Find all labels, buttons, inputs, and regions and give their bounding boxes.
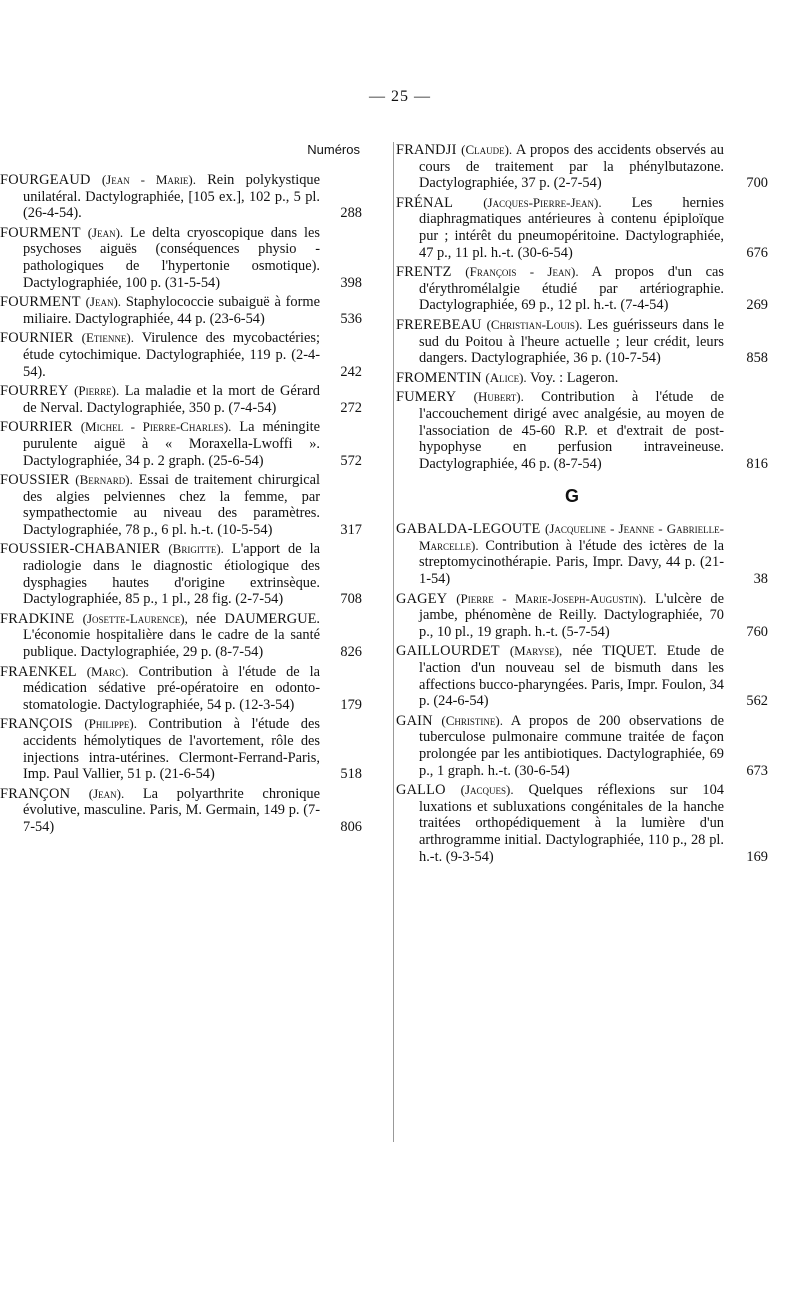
entry-text: A propos des accidents observés au cours de traitement par la phénylbutazone. Dactylographiée, 37 p. (2-7-54) (419, 142, 724, 192)
entry-given-names: (Christine). (441, 712, 503, 728)
bibliography-entry (396, 195, 768, 261)
entry-text: L'ulcère de jambe, phénomène de Reilly. Dactylographiée, 70 p., 10 pl., 19 graph. h.-t. (5-7-54) (419, 590, 724, 640)
entry-given-names: (Jean). (85, 294, 122, 310)
entry-number: 536 (340, 310, 362, 327)
bibliography-entry (0, 294, 372, 327)
entry-author: FRÉNAL (396, 194, 454, 211)
entry-number: 673 (746, 762, 768, 779)
entry-author: FRADKINE (0, 610, 75, 627)
entry-given-names: (Maryse), (509, 643, 563, 659)
entry-given-names: (Philippe). (84, 716, 137, 732)
entry-author: FROMENTIN (396, 369, 482, 386)
bibliography-entry (0, 664, 372, 714)
entry-text: Contribution à l'étude des accidents hémolytiques de l'avortement, rôle des injections intra-utérines. Clermont-Ferrand-Paris, Imp. Paul Vallier, 51 p. (21-6-54) (23, 716, 320, 783)
left-column (0, 172, 372, 839)
entry-text: Les guérisseurs dans le sud du Poitou à l'heure actuelle ; leur crédit, leurs dangers. Dactylographiée, 36 p. (10-7-54) (419, 316, 724, 367)
entry-number: 242 (340, 363, 362, 380)
right-column-g-entries (396, 521, 768, 865)
entry-given-names: (Alice). (485, 369, 527, 385)
entry-text: A propos de 200 observations de tuberculose pulmonaire commune traitée de façon prolongée par les antibiotiques. Dactylographiée, 69 p., 1 graph. h.-t. (30-6-54) (419, 712, 724, 779)
entry-given-names: (Etienne). (81, 330, 134, 346)
entry-text: Virulence des mycobactéries; étude cytochimique. Dactylographiée, 119 p. (2-4-54). (23, 330, 320, 380)
entry-author: FOUSSIER (0, 472, 70, 489)
entry-given-names: (Jacqueline - Jeanne - Gabrielle-Marcelle). (419, 521, 724, 553)
entry-author: GABALDA-LEGOUTE (396, 521, 541, 538)
entry-given-names: (François - Jean). (465, 264, 579, 280)
entry-text: Contribution à l'étude de l'accouchement dirigé avec analgésie, au moyen de l'association de 45-60 R.P. et d'extrait de post-hypophyse en perfusion intraveineuse. Dactylographiée, 46 p. (8-7-54) (419, 389, 724, 472)
entry-given-names: (Bernard). (75, 472, 133, 488)
entry-number: 806 (340, 818, 362, 835)
bibliography-entry (396, 370, 768, 387)
right-column (396, 142, 768, 868)
entry-number: 288 (340, 205, 362, 222)
entry-text: Rein polykystique unilatéral. Dactylographiée, [105 ex.], 102 p., 5 pl. (26-4-54). (23, 172, 320, 222)
entry-author: FRANÇON (0, 785, 71, 802)
entry-number: 169 (746, 848, 768, 865)
entry-author: GALLO (396, 782, 446, 799)
entry-number: 700 (746, 175, 768, 192)
entry-given-names: (Jean - Marie). (101, 172, 196, 187)
entry-number: 816 (746, 455, 768, 472)
bibliography-entry (0, 419, 372, 469)
entry-text: Essai de traitement chirurgical des algies pelviennes chez la femme, par sympathectomie au niveau des paramètres. Dactylographiée, 78 p., 6 pl. h.-t. (10-5-54) (23, 472, 321, 538)
bibliography-entry (396, 317, 768, 367)
entry-text: Contribution à l'étude de la médication sédative pré-opératoire en odonto-stomatologie. Dactylographiée, 54 p. (12-3-54) (23, 663, 320, 713)
entry-given-names: (Marc). (86, 663, 129, 679)
entry-number: 708 (340, 591, 362, 608)
entry-text: La méningite purulente aiguë à « Moraxella-Lwoffi ». Dactylographiée, 34 p. 2 graph. (25-6-54) (23, 419, 320, 469)
entry-number: 676 (746, 244, 768, 261)
entry-given-names: (Jacques-Pierre-Jean). (483, 194, 602, 210)
entry-author: FOURGEAUD (0, 172, 91, 188)
bibliography-entry (396, 142, 768, 192)
entry-author: FREREBEAU (396, 316, 482, 333)
entry-text: L'apport de la radiologie dans le diagnostic étiologique des dysphagies hautes d'origine extrinsèque. Dactylographiée, 85 p., 1 pl., 28 fig. (2-7-54) (23, 541, 320, 608)
entry-given-names: (Jacques). (460, 782, 514, 798)
entry-given-names: (Claude). (461, 142, 513, 157)
entry-given-names: (Michel - Pierre-Charles). (80, 419, 232, 435)
entry-author: FOUSSIER-CHABANIER (0, 541, 161, 558)
entry-text: La maladie et la mort de Gérard de Nerval. Dactylographiée, 350 p. (7-4-54) (23, 383, 320, 416)
entry-given-names: (Brigitte). (168, 541, 224, 557)
bibliography-entry (396, 782, 768, 865)
bibliography-entry (0, 225, 372, 291)
bibliography-entry (396, 521, 768, 587)
entry-author: FOURRIER (0, 419, 73, 436)
column-divider (393, 142, 394, 1142)
section-letter-g: G (564, 486, 579, 507)
column-label-numeros: Numéros (307, 142, 360, 157)
entry-author: FOURNIER (0, 330, 74, 347)
entry-given-names: (Jean). (88, 785, 125, 801)
entry-number: 179 (340, 696, 362, 713)
entry-text: Quelques réflexions sur 104 luxations et subluxations congénitales de la hanche traitées orthopédiquement à la lumière d'un arthrogramme initial. Dactylographiée, 110 p., 28 pl. h.-t. (9-3-54) (419, 782, 724, 865)
entry-text: A propos d'un cas d'érythromélalgie étudié par artériographie. Dactylographiée, 69 p., 12 pl. h.-t. (7-4-54) (419, 264, 724, 314)
entry-given-names: (Josette-Laurence), (82, 610, 188, 626)
entry-author: FRAENKEL (0, 663, 77, 680)
entry-number: 858 (746, 350, 768, 367)
bibliography-entry (396, 713, 768, 779)
entry-text: Contribution à l'étude des ictères de la streptomycinothérapie. Paris, Impr. Davy, 44 p. (21-1-54) (419, 537, 724, 588)
entry-text: née DAUMERGUE. L'économie hospitalière dans le cadre de la santé publique. Dactylographiée, 29 p. (8-7-54) (23, 610, 320, 661)
bibliography-entry (396, 389, 768, 472)
entry-text: La polyarthrite chronique évolutive, masculine. Paris, M. Germain, 149 p. (7-7-54) (23, 785, 320, 835)
bibliography-entry (0, 716, 372, 782)
entry-given-names: (Pierre - Marie-Joseph-Augustin). (456, 590, 647, 606)
bibliography-entry (0, 611, 372, 661)
entry-text: née TIQUET. Etude de l'action d'un nouveau sel de bismuth dans les affections bucco-pharyngées. Paris, Impr. Foulon, 34 p. (24-6-54) (419, 643, 724, 710)
entry-author: FOURREY (0, 383, 69, 400)
entry-author: GAIN (396, 712, 433, 729)
entry-text: Voy. : Lageron. (530, 369, 619, 386)
entry-author: FRANDJI (396, 142, 457, 158)
bibliography-entry (0, 472, 372, 538)
right-column-f-entries (396, 142, 768, 472)
entry-number: 269 (746, 297, 768, 314)
entry-number: 572 (340, 452, 362, 469)
entry-text: Les hernies diaphragmatiques antérieures à contenu épiploïque pur ; intérêt du pneumopéritoine. Dactylographiée, 47 p., 11 pl. h.-t. (30-6-54) (419, 194, 724, 261)
entry-number: 760 (746, 623, 768, 640)
entry-given-names: (Jean). (87, 224, 124, 240)
entry-author: FRENTZ (396, 264, 452, 281)
bibliography-entry (0, 541, 372, 607)
entry-author: FOURMENT (0, 294, 81, 311)
bibliography-entry (0, 383, 372, 416)
bibliography-entry (396, 591, 768, 641)
bibliography-entry (396, 643, 768, 709)
entry-number: 38 (753, 571, 768, 588)
entry-text: Staphylococcie subaiguë à forme miliaire. Dactylographiée, 44 p. (23-6-54) (23, 294, 320, 327)
entry-author: FRANÇOIS (0, 716, 73, 733)
entry-author: GAGEY (396, 590, 448, 607)
page-number: — 25 — (369, 88, 431, 105)
bibliography-entry (0, 330, 372, 380)
entry-number: 272 (340, 399, 362, 416)
entry-number: 317 (340, 521, 362, 538)
entry-author: GAILLOURDET (396, 643, 500, 660)
entry-given-names: (Pierre). (74, 383, 120, 399)
bibliography-entry (396, 264, 768, 314)
entry-given-names: (Hubert). (473, 389, 524, 405)
bibliography-entry (0, 172, 372, 222)
entry-given-names: (Christian-Louis). (486, 316, 583, 332)
entry-number: 826 (340, 644, 362, 661)
entry-number: 398 (340, 274, 362, 291)
entry-number: 562 (746, 693, 768, 710)
bibliography-entry (0, 786, 372, 836)
entry-author: FUMERY (396, 389, 457, 406)
entry-text: Le delta cryoscopique dans les psychoses aiguës (conséquences physio - pathologiques de l'hypertonie osmotique). Dactylographiée, 100 p. (31-5-54) (23, 224, 320, 291)
entry-number: 518 (340, 766, 362, 783)
entry-author: FOURMENT (0, 224, 81, 241)
